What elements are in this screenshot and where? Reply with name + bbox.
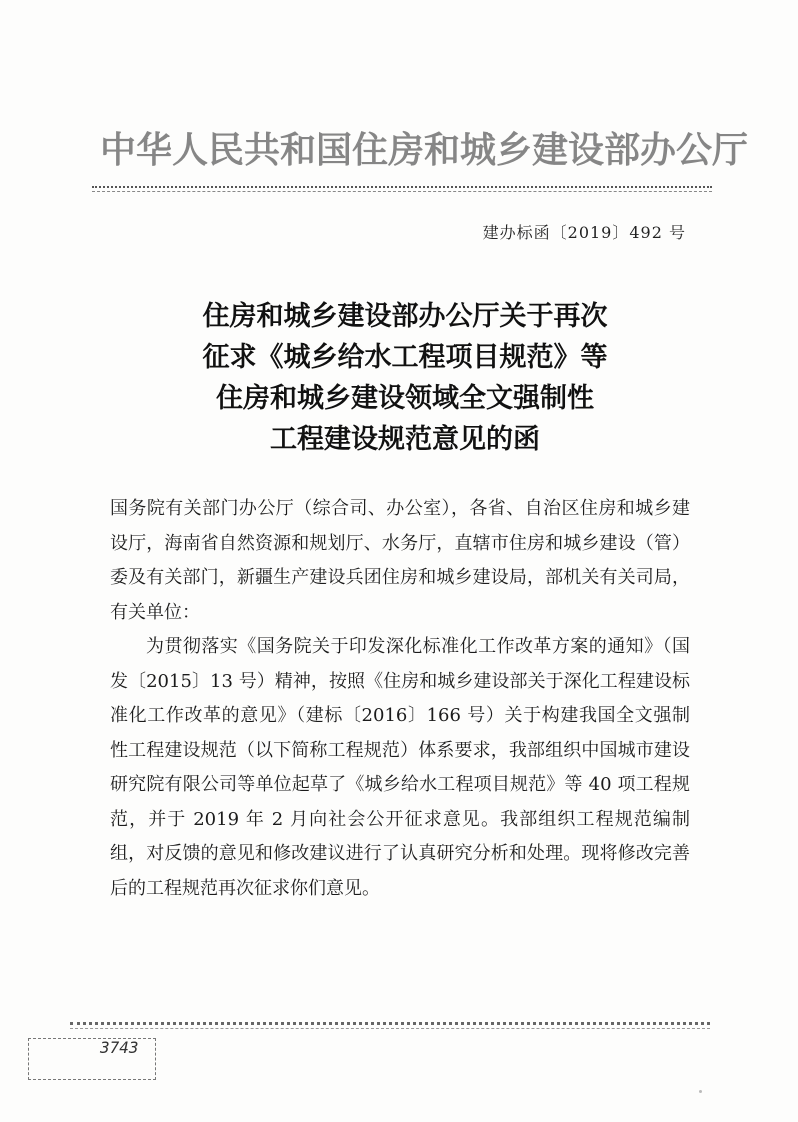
- footer-divider: [70, 1022, 710, 1025]
- body-paragraph: 为贯彻落实《国务院关于印发深化标准化工作改革方案的通知》（国发〔2015〕13 号）精神，按照《住房和城乡建设部关于深化工程建设标准化工作改革的意见》（建标〔2016〕166 号）关于构建我国全文强制性工程建设规范（以下简称工程规范）体系要求，我部组织中国城市建设研究院有限公司等单位起草了《城乡给水工程项目规范》等 40 项工程规范，并于 2019 年 2 月向社会公开征求意见。我部组织工程规范编制组，对反馈的意见和修改建议进行了认真研究分析和处理。现将修改完善后的工程规范再次征求你们意见。: [110, 636, 690, 899]
- document-title: [100, 296, 710, 460]
- title-line: 征求《城乡给水工程项目规范》等: [202, 342, 608, 373]
- recipients-paragraph: 国务院有关部门办公厅（综合司、办公室），各省、自治区住房和城乡建设厅，海南省自然资源和规划厅、水务厅，直辖市住房和城乡建设（管）委及有关部门，新疆生产建设兵团住房和城乡建设局，部机关有关司局，有关单位：: [110, 498, 690, 623]
- stamp-handwritten-number: 3743: [100, 1038, 139, 1057]
- title-line: 住房和城乡建设部办公厅关于再次: [202, 301, 608, 332]
- document-body: [110, 492, 690, 906]
- header-divider: [92, 186, 712, 188]
- document-number: 建办标函〔2019〕492 号: [482, 223, 686, 242]
- title-line: 住房和城乡建设领域全文强制性: [216, 383, 594, 414]
- title-line: 工程建设规范意见的函: [270, 424, 540, 455]
- scan-artifact: [699, 1090, 702, 1093]
- footer-divider-secondary: [70, 1028, 710, 1029]
- header-divider-secondary: [92, 191, 712, 192]
- issuing-agency-header: 中华人民共和国住房和城乡建设部办公厅: [100, 130, 749, 171]
